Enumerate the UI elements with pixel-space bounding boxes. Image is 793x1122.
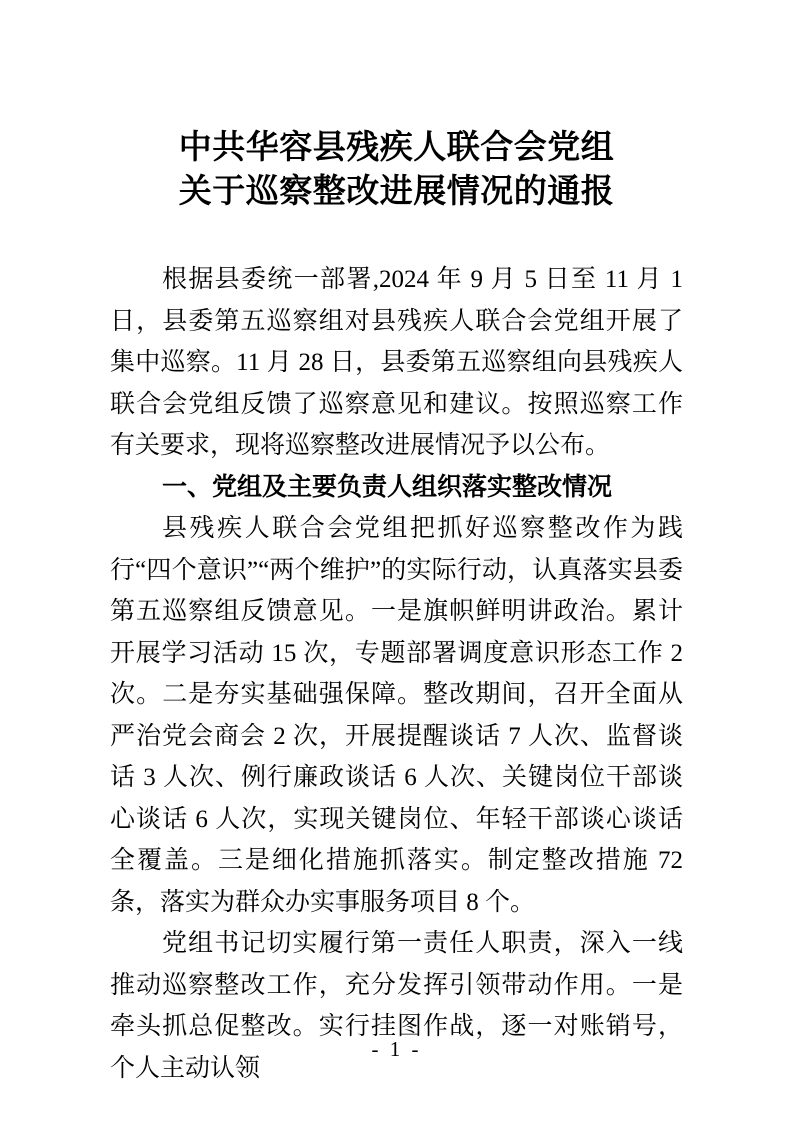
page-number: - 1 - bbox=[371, 1037, 422, 1061]
document-title bbox=[110, 126, 683, 214]
document-title-line-1: 中共华容县残疾人联合会党组 bbox=[178, 130, 615, 166]
document-body bbox=[110, 259, 683, 1089]
paragraph-section-1: 县残疾人联合会党组把抓好巡察整改作为践行“四个意识”“两个维护”的实际行动，认真落实县委第五巡察组反馈意见。一是旗帜鲜明讲政治。累计开展学习活动 15 次，专题部署调度意识形态工作 2 次。二是夯实基础强保障。整改期间，召开全面从严治党会商会 2 次，开展提醒谈话 7 人次、监督谈话 3 人次、例行廉政谈话 6 人次、关键岗位干部谈心谈话 6 人次，实现关键岗位、年轻干部谈心谈话全覆盖。三是细化措施抓落实。制定整改措施 72 条，落实为群众办实事服务项目 8 个。 bbox=[110, 515, 683, 916]
paragraph-section-2: 党组书记切实履行第一责任人职责，深入一线推动巡察整改工作，充分发挥引领带动作用。一是牵头抓总促整改。实行挂图作战，逐一对账销号，个人主动认领 bbox=[110, 930, 683, 1082]
section-heading: 一、党组及主要负责人组织落实整改情况 bbox=[162, 472, 613, 501]
document-title-line-2: 关于巡察整改进展情况的通报 bbox=[178, 174, 615, 210]
paragraph-intro: 根据县委统一部署,2024 年 9 月 5 日至 11 月 1 日，县委第五巡察组对县残疾人联合会党组开展了集中巡察。11 月 28 日，县委第五巡察组向县残疾人联合会党组反馈了巡察意见和建议。按照巡察工作有关要求，现将巡察整改进展情况予以公布。 bbox=[110, 266, 683, 459]
